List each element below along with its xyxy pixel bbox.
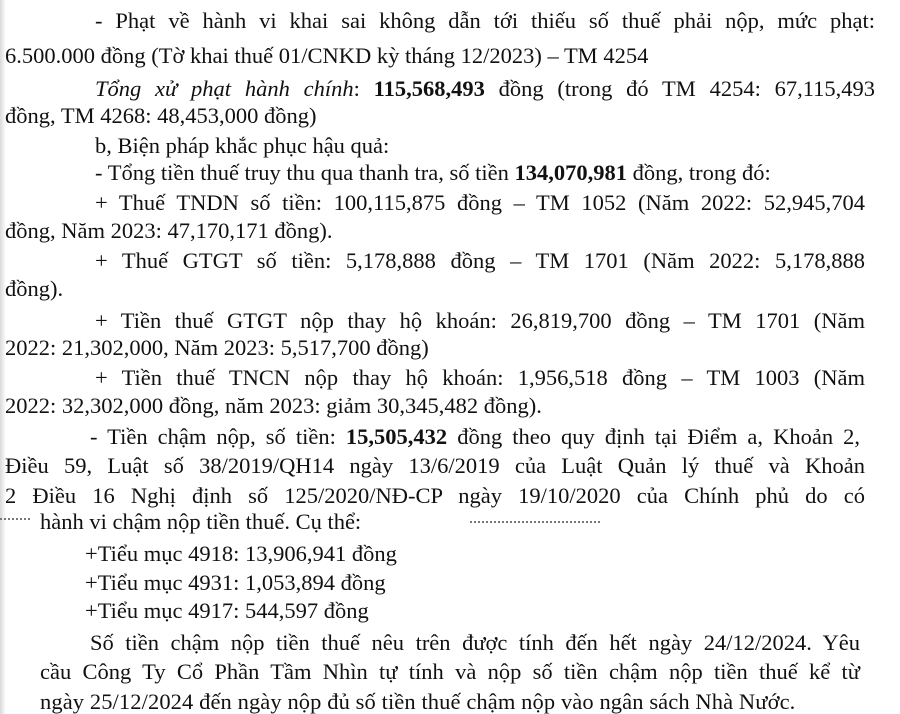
total-penalty-amount: 115,568,493 <box>373 76 485 101</box>
penalty-line-1: - Phạt về hành vi khai sai không dẫn tới thiếu số thuế phải nộp, mức phạt: <box>95 8 875 33</box>
late-payment-line-2: Điều 59, Luật số 38/2019/QH14 ngày 13/6/2019 của Luật Quản lý thuế và Khoản <box>5 453 865 478</box>
vat-line-1: + Thuế GTGT số tiền: 5,178,888 đồng – TM 1701 (Năm 2022: 5,178,888 <box>95 248 865 273</box>
late-payment-line-4: hành vi chậm nộp tiền thuế. Cụ thể: <box>40 509 362 534</box>
sub-item-4931: +Tiểu mục 4931: 1,053,894 đồng <box>85 570 386 595</box>
total-arrears-amount: 134,070,981 <box>514 160 628 185</box>
late-payment-line-1: - Tiền chậm nộp, số tiền: 15,505,432 đồng theo quy định tại Điểm a, Khoản 2, <box>90 424 860 449</box>
late-payment-amount: 15,505,432 <box>345 424 448 449</box>
vat-household-line-2: 2022: 21,302,000, Năm 2023: 5,517,700 đồng) <box>5 335 429 360</box>
cit-line-1: + Thuế TNDN số tiền: 100,115,875 đồng – TM 1052 (Năm 2022: 52,945,704 <box>95 190 865 215</box>
pit-line-2: 2022: 32,302,000 đồng, năm 2023: giảm 30,345,482 đồng). <box>5 393 542 418</box>
vat-household-line-1: + Tiền thuế GTGT nộp thay hộ khoán: 26,819,700 đồng – TM 1701 (Năm <box>95 308 865 333</box>
conclusion-line-3: ngày 25/12/2024 đến ngày nộp đủ số tiền thuế chậm nộp vào ngân sách Nhà Nước. <box>40 689 796 714</box>
pit-line-1: + Tiền thuế TNCN nộp thay hộ khoán: 1,956,518 đồng – TM 1003 (Năm <box>95 365 865 390</box>
vat-line-2: đồng). <box>5 276 64 301</box>
section-b-heading: b, Biện pháp khắc phục hậu quả: <box>95 133 390 158</box>
filler-dots <box>470 521 600 523</box>
sub-item-4918: +Tiểu mục 4918: 13,906,941 đồng <box>85 541 397 566</box>
cit-line-2: đồng, Năm 2023: 47,170,171 đồng). <box>5 218 333 243</box>
penalty-line-2: 6.500.000 đồng (Tờ khai thuế 01/CNKD kỳ tháng 12/2023) – TM 4254 <box>5 43 649 68</box>
sub-item-4917: +Tiểu mục 4917: 544,597 đồng <box>85 598 369 623</box>
total-penalty-line-2: đồng, TM 4268: 48,453,000 đồng) <box>5 103 317 128</box>
conclusion-line-2: cầu Công Ty Cổ Phần Tầm Nhìn tự tính và nộp số tiền chậm nộp tiền thuế kể từ <box>40 659 860 684</box>
total-penalty-line: Tổng xử phạt hành chính: 115,568,493 đồng (trong đó TM 4254: 67,115,493 <box>95 76 875 101</box>
late-payment-line-3: 2 Điều 16 Nghị định số 125/2020/NĐ-CP ngày 19/10/2020 của Chính phủ do có <box>5 483 865 508</box>
margin-dots <box>0 518 30 520</box>
total-penalty-label: Tổng xử phạt hành chính <box>95 76 354 101</box>
conclusion-line-1: Số tiền chậm nộp tiền thuế nêu trên được tính đến hết ngày 24/12/2024. Yêu <box>90 630 860 655</box>
total-arrears-line: - Tổng tiền thuế truy thu qua thanh tra, số tiền 134,070,981 đồng, trong đó: <box>95 160 771 185</box>
